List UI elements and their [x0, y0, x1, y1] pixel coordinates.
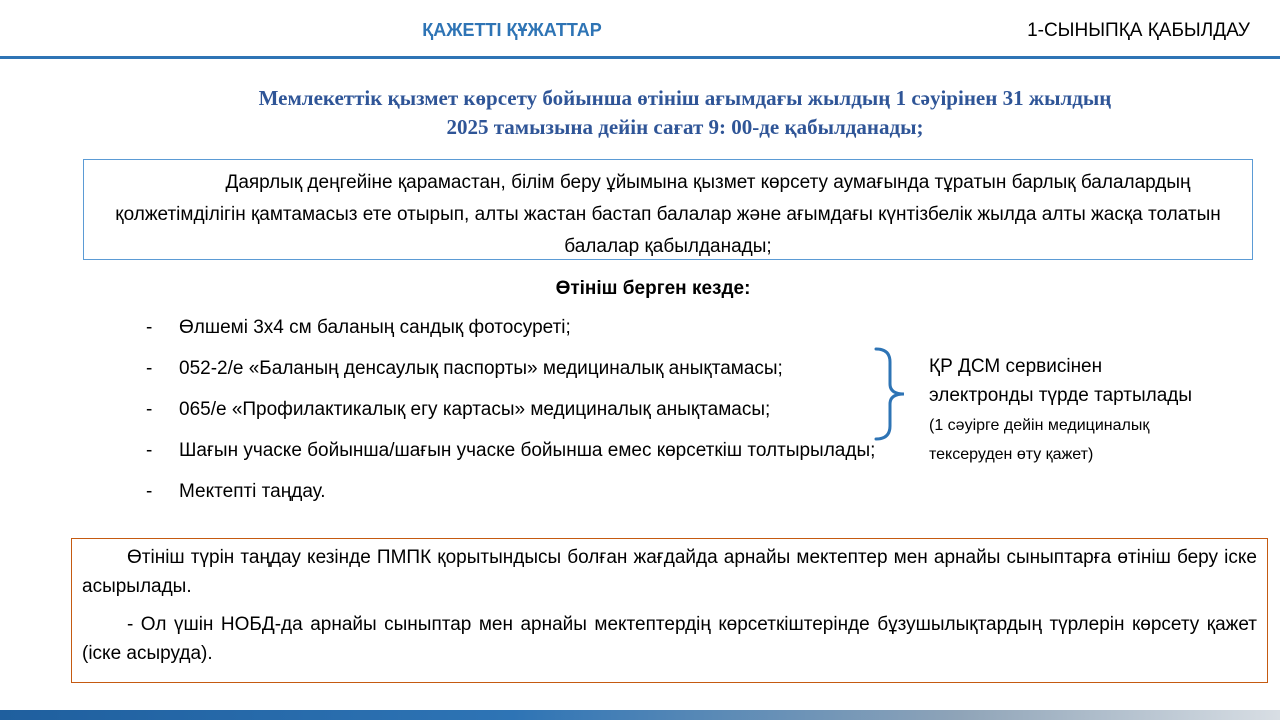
list-item-text: Мектепті таңдау.	[179, 481, 326, 502]
notice-paragraph-2: - Ол үшін НОБД-да арнайы сыныптар мен арнайы мектептердің көрсеткіштерінде бұзушылықтардың түрлерін көрсету қажет (іске асыруда).	[82, 614, 1257, 664]
side-note-main: ҚР ДСМ сервисінен электронды түрде тартылады	[929, 356, 1193, 406]
footer-bar	[0, 710, 1280, 720]
list-dash: -	[146, 317, 153, 338]
list-item-text: Өлшемі 3х4 см баланың сандық фотосуреті;	[179, 317, 571, 338]
subtitle	[150, 84, 1220, 142]
right-brace-icon	[870, 346, 920, 442]
list-item	[146, 479, 903, 505]
list-dash: -	[146, 399, 153, 420]
page-title: ҚАЖЕТТІ ҚҰЖАТТАР	[422, 20, 602, 40]
eligibility-box	[83, 159, 1253, 260]
side-note	[929, 352, 1199, 468]
list-item-text: Шағын учаске бойынша/шағын учаске бойынша емес көрсеткіш толтырылады;	[179, 440, 876, 461]
side-note-small: (1 сәуірге дейін медициналық тексеруден өту қажет)	[929, 417, 1150, 463]
section-label: 1-СЫНЫПҚА ҚАБЫЛДАУ	[1027, 20, 1250, 41]
list-item	[146, 356, 903, 382]
eligibility-text: Даярлық деңгейіне қарамастан, білім беру ұйымына қызмет көрсету аумағында тұратын барлық балалардың қолжетімділігін қамтамасыз ете отырып, алты жастан бастап балалар және ағымдағы күнтізбелік жылда алты жасқа толатын балалар қабылданады;	[115, 172, 1221, 257]
list-item	[146, 438, 903, 464]
subtitle-line-1: Мемлекеттік қызмет көрсету бойынша өтініш ағымдағы жылдың 1 сәуірінен 31 жылдың	[258, 86, 1112, 110]
list-item	[146, 397, 903, 423]
notice-box	[71, 538, 1268, 683]
list-item	[146, 315, 903, 341]
notice-paragraph-1: Өтініш түрін таңдау кезінде ПМПК қорытындысы болған жағдайда арнайы мектептер мен арнайы сыныптарға өтініш беру іске асырылады.	[82, 547, 1257, 597]
documents-heading: Өтініш берген кезде:	[555, 278, 751, 299]
list-dash: -	[146, 358, 153, 379]
list-item-text: 065/е «Профилактикалық егу картасы» медициналық анықтамасы;	[179, 399, 771, 420]
list-dash: -	[146, 440, 153, 461]
list-dash: -	[146, 481, 153, 502]
documents-list	[146, 315, 903, 520]
list-item-text: 052-2/е «Баланың денсаулық паспорты» медициналық анықтамасы;	[179, 358, 783, 379]
header-divider	[0, 56, 1280, 59]
subtitle-line-2: 2025 тамызына дейін сағат 9: 00-де қабылданады;	[446, 115, 924, 139]
